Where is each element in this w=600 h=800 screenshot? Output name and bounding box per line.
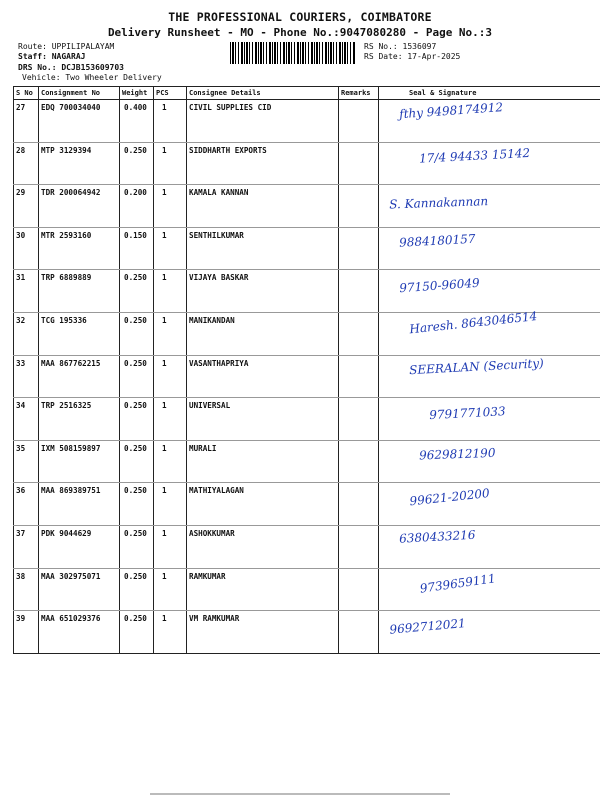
cell-pcs-text: 1 bbox=[162, 443, 167, 453]
cell-sno-text: 32 bbox=[16, 315, 26, 325]
table-row bbox=[14, 185, 600, 228]
cell-consignment-no-text: TDR 200064942 bbox=[41, 188, 101, 198]
cell-sno bbox=[14, 312, 39, 355]
cell-pcs bbox=[154, 355, 187, 398]
cell-pcs bbox=[154, 398, 187, 441]
cell-weight bbox=[120, 525, 154, 568]
cell-consignee bbox=[187, 312, 339, 355]
cell-sno-text: 38 bbox=[16, 571, 26, 581]
cell-consignee bbox=[187, 525, 339, 568]
cell-consignee bbox=[187, 611, 339, 654]
drs-label: DRS No.: bbox=[18, 63, 57, 72]
handwritten-signature: Haresh. 8643046514 bbox=[408, 309, 538, 337]
cell-pcs-text: 1 bbox=[162, 358, 167, 368]
cell-sno bbox=[14, 100, 39, 143]
cell-sno bbox=[14, 227, 39, 270]
route-value: UPPILIPALAYAM bbox=[51, 42, 115, 51]
cell-signature bbox=[379, 309, 600, 355]
drs-line bbox=[18, 63, 124, 73]
cell-consignment-no bbox=[39, 142, 120, 185]
cell-remarks bbox=[339, 227, 379, 270]
cell-consignment-no bbox=[39, 312, 120, 355]
cell-consignment-no bbox=[39, 270, 120, 313]
cell-pcs bbox=[154, 185, 187, 228]
cell-weight-text: 0.250 bbox=[124, 528, 147, 538]
runsheet-subtitle: Delivery Runsheet - MO - Phone No.:9047080280 - Page No.:3 bbox=[107, 26, 493, 39]
cell-consignment-no-text: EDQ 700034040 bbox=[41, 103, 101, 112]
table-row bbox=[14, 227, 600, 270]
company-title: THE PROFESSIONAL COURIERS, COIMBATORE bbox=[168, 10, 432, 24]
handwritten-signature: 9692712021 bbox=[388, 616, 467, 637]
cell-pcs bbox=[154, 142, 187, 185]
cell-pcs-text: 1 bbox=[162, 486, 167, 496]
cell-weight-text: 0.400 bbox=[124, 103, 147, 112]
col-header-pcs: PCS bbox=[154, 87, 187, 100]
cell-sno-text: 35 bbox=[16, 443, 26, 453]
cell-consignment-no-text: IXM 508159897 bbox=[41, 443, 101, 453]
cell-consignment-no bbox=[39, 611, 120, 654]
cell-weight-text: 0.250 bbox=[124, 145, 147, 155]
cell-consignee-text: VIJAYA BASKAR bbox=[189, 273, 249, 283]
cell-consignment-no-text: MAA 651029376 bbox=[41, 614, 101, 624]
cell-remarks bbox=[339, 483, 379, 526]
handwritten-signature: SEERALAN (Security) bbox=[408, 355, 545, 377]
rs-date-label: RS Date: bbox=[364, 52, 403, 61]
cell-consignment-no bbox=[39, 525, 120, 568]
col-header-consignment: Consignment No bbox=[39, 87, 120, 100]
cell-pcs bbox=[154, 100, 187, 143]
cell-sno-text: 27 bbox=[16, 103, 26, 112]
runsheet-table bbox=[13, 86, 600, 654]
staff-value: NAGARAJ bbox=[51, 52, 86, 61]
cell-signature bbox=[379, 483, 600, 526]
cell-weight bbox=[120, 611, 154, 654]
vehicle-label: Vehicle: bbox=[22, 73, 61, 82]
cell-weight bbox=[120, 483, 154, 526]
cell-remarks bbox=[339, 185, 379, 228]
cell-pcs-text: 1 bbox=[162, 230, 167, 240]
cell-signature bbox=[379, 227, 600, 270]
col-header-signature: Seal & Signature bbox=[379, 87, 600, 100]
cell-remarks bbox=[339, 270, 379, 313]
cell-signature bbox=[379, 185, 600, 228]
cell-sno-text: 29 bbox=[16, 188, 26, 198]
rs-no-label: RS No.: bbox=[364, 42, 398, 51]
cell-weight bbox=[120, 568, 154, 611]
handwritten-signature: 9791771033 bbox=[428, 404, 506, 423]
table-row bbox=[14, 398, 600, 441]
table-row bbox=[14, 611, 600, 654]
rs-no-line bbox=[364, 42, 436, 52]
cell-pcs-text: 1 bbox=[162, 315, 167, 325]
cell-weight-text: 0.250 bbox=[124, 443, 147, 453]
cell-pcs bbox=[154, 312, 187, 355]
cell-weight-text: 0.250 bbox=[124, 273, 147, 283]
cell-remarks bbox=[339, 312, 379, 355]
cell-sno-text: 31 bbox=[16, 273, 26, 283]
cell-pcs bbox=[154, 611, 187, 654]
cell-consignee-text: ASHOKKUMAR bbox=[189, 528, 235, 538]
route-label: Route: bbox=[18, 42, 47, 51]
cell-consignee-text: RAMKUMAR bbox=[189, 571, 226, 581]
cell-consignee bbox=[187, 568, 339, 611]
table-row bbox=[14, 483, 600, 526]
rs-date-line bbox=[364, 52, 460, 62]
cell-pcs bbox=[154, 227, 187, 270]
handwritten-signature: 9739659111 bbox=[418, 570, 497, 596]
cell-remarks bbox=[339, 525, 379, 568]
cell-consignment-no-text: MTR 2593160 bbox=[41, 230, 92, 240]
cell-consignment-no-text: TCG 195336 bbox=[41, 315, 87, 325]
cell-weight-text: 0.150 bbox=[124, 230, 147, 240]
cell-consignee-text: MURALI bbox=[189, 443, 217, 453]
cell-sno bbox=[14, 440, 39, 483]
cell-sno bbox=[14, 398, 39, 441]
cell-consignment-no bbox=[39, 398, 120, 441]
cell-pcs-text: 1 bbox=[162, 145, 167, 155]
cell-weight bbox=[120, 185, 154, 228]
table-row bbox=[14, 440, 600, 483]
cell-consignment-no bbox=[39, 483, 120, 526]
handwritten-signature: 9884180157 bbox=[398, 231, 476, 250]
cell-pcs-text: 1 bbox=[162, 614, 167, 624]
cell-weight bbox=[120, 398, 154, 441]
cell-weight-text: 0.250 bbox=[124, 358, 147, 368]
cell-consignment-no-text: MAA 302975071 bbox=[41, 571, 101, 581]
cell-consignee bbox=[187, 227, 339, 270]
cell-consignee bbox=[187, 185, 339, 228]
cell-consignment-no-text: MAA 867762215 bbox=[41, 358, 101, 368]
cell-weight bbox=[120, 142, 154, 185]
table-row bbox=[14, 312, 600, 355]
cell-consignment-no-text: MTP 3129394 bbox=[41, 145, 92, 155]
handwritten-signature: 6380433216 bbox=[398, 527, 476, 546]
handwritten-signature: 99621-20200 bbox=[408, 486, 491, 509]
cell-pcs-text: 1 bbox=[162, 401, 167, 411]
cell-pcs bbox=[154, 270, 187, 313]
cell-pcs-text: 1 bbox=[162, 273, 167, 283]
cell-consignee-text: VM RAMKUMAR bbox=[189, 614, 240, 624]
cell-consignee-text: SENTHILKUMAR bbox=[189, 230, 244, 240]
cell-remarks bbox=[339, 440, 379, 483]
table-row bbox=[14, 568, 600, 611]
handwritten-signature: 17/4 94433 15142 bbox=[418, 145, 531, 166]
cell-consignee bbox=[187, 440, 339, 483]
cell-pcs bbox=[154, 525, 187, 568]
cell-consignment-no bbox=[39, 100, 120, 143]
table-row bbox=[14, 142, 600, 185]
cell-sno bbox=[14, 525, 39, 568]
rs-no-value: 1536097 bbox=[402, 42, 437, 51]
cell-consignment-no-text: TRP 6889889 bbox=[41, 273, 92, 283]
cell-pcs bbox=[154, 568, 187, 611]
cell-remarks bbox=[339, 611, 379, 654]
cell-remarks bbox=[339, 398, 379, 441]
cell-consignee bbox=[187, 398, 339, 441]
cell-sno bbox=[14, 185, 39, 228]
cell-consignee bbox=[187, 355, 339, 398]
vehicle-line bbox=[22, 73, 162, 83]
drs-value: DCJB153609703 bbox=[61, 63, 124, 72]
cell-sno-text: 33 bbox=[16, 358, 26, 368]
cell-sno bbox=[14, 568, 39, 611]
cell-weight bbox=[120, 100, 154, 143]
cell-weight bbox=[120, 355, 154, 398]
cell-weight-text: 0.250 bbox=[124, 486, 147, 496]
cell-weight bbox=[120, 270, 154, 313]
cell-signature bbox=[379, 100, 600, 143]
cell-signature bbox=[379, 355, 600, 398]
route-line bbox=[18, 42, 114, 52]
cell-sno-text: 37 bbox=[16, 528, 26, 538]
handwritten-signature: 9629812190 bbox=[418, 445, 496, 463]
col-header-remarks: Remarks bbox=[339, 87, 379, 100]
cell-weight-text: 0.250 bbox=[124, 571, 147, 581]
handwritten-signature: 97150-96049 bbox=[398, 276, 481, 296]
col-header-consignee: Consignee Details bbox=[187, 87, 339, 100]
cell-sno-text: 28 bbox=[16, 145, 26, 155]
cell-consignee bbox=[187, 142, 339, 185]
cell-remarks bbox=[339, 568, 379, 611]
cell-pcs-text: 1 bbox=[162, 188, 167, 198]
cell-consignee-text: UNIVERSAL bbox=[189, 401, 231, 411]
rs-date-value: 17-Apr-2025 bbox=[407, 52, 461, 61]
cell-consignment-no bbox=[39, 440, 120, 483]
handwritten-signature: S. Kannakannan bbox=[388, 194, 489, 212]
table-row bbox=[14, 100, 600, 143]
table-row bbox=[14, 355, 600, 398]
cell-pcs-text: 1 bbox=[162, 528, 167, 538]
staff-label: Staff: bbox=[18, 52, 47, 61]
cell-sno bbox=[14, 355, 39, 398]
cell-consignment-no bbox=[39, 568, 120, 611]
cell-sno bbox=[14, 142, 39, 185]
cell-sno bbox=[14, 611, 39, 654]
cell-consignee bbox=[187, 483, 339, 526]
cell-signature bbox=[379, 142, 600, 185]
cell-sno-text: 34 bbox=[16, 401, 26, 411]
cell-weight-text: 0.250 bbox=[124, 614, 147, 624]
cell-weight-text: 0.250 bbox=[124, 315, 147, 325]
page-bottom-rule bbox=[150, 793, 450, 795]
cell-consignee-text: SIDDHARTH EXPORTS bbox=[189, 145, 267, 155]
cell-consignment-no bbox=[39, 227, 120, 270]
col-header-weight: Weight bbox=[120, 87, 154, 100]
cell-pcs bbox=[154, 483, 187, 526]
cell-consignment-no-text: TRP 2516325 bbox=[41, 401, 92, 411]
cell-signature bbox=[379, 611, 600, 654]
cell-sno bbox=[14, 483, 39, 526]
cell-consignment-no-text: MAA 869389751 bbox=[41, 486, 101, 496]
cell-sno-text: 30 bbox=[16, 230, 26, 240]
cell-weight bbox=[120, 440, 154, 483]
cell-pcs-text: 1 bbox=[162, 571, 167, 581]
cell-weight-text: 0.250 bbox=[124, 401, 147, 411]
cell-consignee bbox=[187, 100, 339, 143]
cell-signature bbox=[379, 398, 600, 441]
cell-sno bbox=[14, 270, 39, 313]
col-header-sno: S No bbox=[14, 87, 39, 100]
staff-line bbox=[18, 52, 85, 62]
barcode bbox=[230, 42, 355, 64]
vehicle-value: Two Wheeler Delivery bbox=[65, 73, 162, 82]
cell-weight bbox=[120, 312, 154, 355]
table-row bbox=[14, 525, 600, 568]
cell-remarks bbox=[339, 355, 379, 398]
table-row bbox=[14, 270, 600, 313]
cell-remarks bbox=[339, 142, 379, 185]
cell-consignee-text: MATHIYALAGAN bbox=[189, 486, 244, 496]
cell-remarks bbox=[339, 100, 379, 143]
cell-consignee-text: KAMALA KANNAN bbox=[189, 188, 249, 198]
cell-consignee-text: MANIKANDAN bbox=[189, 315, 235, 325]
cell-consignment-no bbox=[39, 185, 120, 228]
cell-sno-text: 39 bbox=[16, 614, 26, 624]
cell-weight-text: 0.200 bbox=[124, 188, 147, 198]
cell-pcs-text: 1 bbox=[162, 103, 167, 112]
cell-consignment-no-text: PDK 9044629 bbox=[41, 528, 92, 538]
cell-consignee-text: CIVIL SUPPLIES CID bbox=[189, 103, 272, 112]
cell-sno-text: 36 bbox=[16, 486, 26, 496]
cell-consignee bbox=[187, 270, 339, 313]
cell-consignee-text: VASANTHAPRIYA bbox=[189, 358, 249, 368]
cell-weight bbox=[120, 227, 154, 270]
cell-consignment-no bbox=[39, 355, 120, 398]
handwritten-signature: ƒthy 9498174912 bbox=[398, 100, 504, 122]
cell-pcs bbox=[154, 440, 187, 483]
